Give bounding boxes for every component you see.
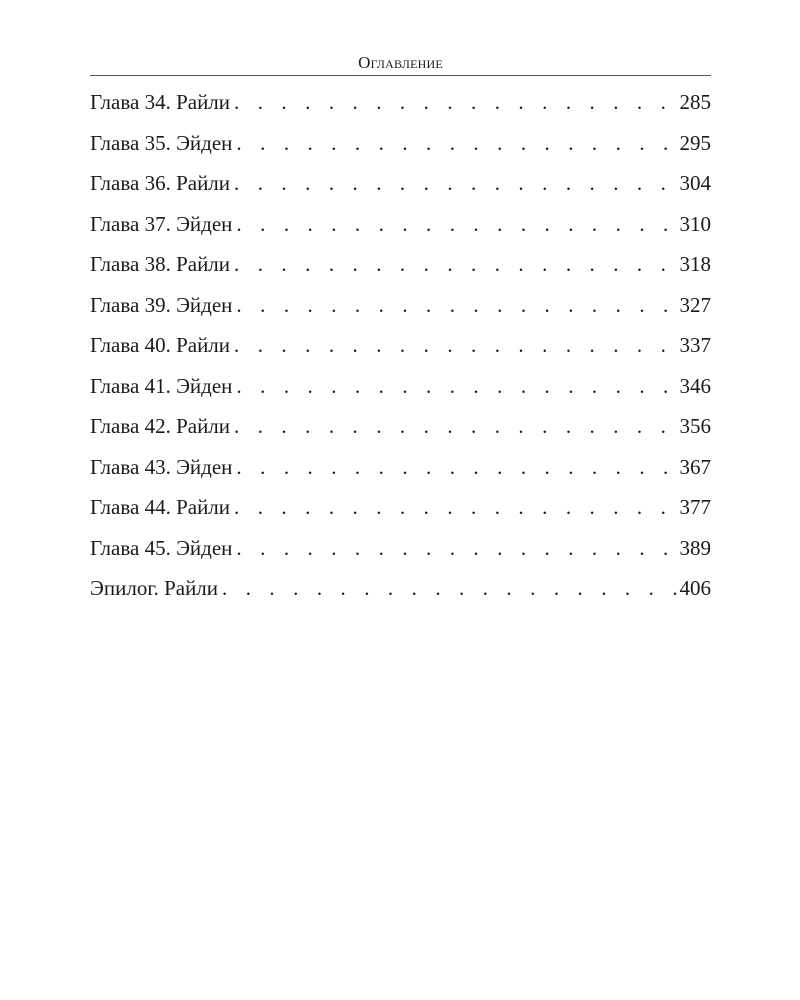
- toc-page-number: 310: [679, 211, 711, 236]
- toc-entry-title: Глава 39. Эйден: [90, 292, 233, 317]
- toc-entry: [90, 168, 711, 209]
- dot-leader: [236, 371, 677, 401]
- toc-page-number: 327: [679, 292, 711, 317]
- toc-entry: [90, 411, 711, 452]
- toc-entry-title: Глава 35. Эйден: [90, 130, 233, 155]
- running-head: Оглавление: [358, 53, 443, 72]
- toc-page-number: 337: [679, 333, 711, 357]
- toc-page-number: 356: [679, 414, 711, 438]
- toc-entry-title: Глава 45. Эйден: [90, 535, 233, 560]
- toc-entry-title: Глава 41. Эйден: [90, 373, 233, 398]
- toc-entry: [90, 290, 711, 331]
- toc-page-number: 389: [679, 535, 711, 560]
- toc-page-number: 346: [679, 373, 711, 398]
- toc-entry-title: Глава 38. Райли: [90, 252, 231, 276]
- toc-entry-title: Глава 42. Райли: [90, 414, 231, 438]
- toc-entry-title: Глава 36. Райли: [90, 171, 231, 195]
- dot-leader: [234, 330, 677, 360]
- toc-entry-title: Эпилог. Райли: [90, 576, 219, 600]
- toc-entry: [90, 330, 711, 371]
- toc-page-number: 318: [679, 252, 711, 276]
- toc-entry: [90, 533, 711, 574]
- header-rule: [90, 75, 711, 76]
- toc-entry: [90, 371, 711, 412]
- toc-entry-title: Глава 43. Эйден: [90, 454, 233, 479]
- toc-entry: [90, 87, 711, 128]
- toc-entry: [90, 249, 711, 290]
- toc-entry-title: Глава 37. Эйден: [90, 211, 233, 236]
- dot-leader: [236, 290, 677, 320]
- toc-page-number: 295: [679, 130, 711, 155]
- toc-entry: [90, 492, 711, 533]
- toc-entry: [90, 573, 711, 614]
- book-page: [90, 0, 711, 1000]
- toc-entry: [90, 452, 711, 493]
- dot-leader: [236, 209, 677, 239]
- toc-page-number: 377: [679, 495, 711, 519]
- toc-page-number: 406: [679, 576, 711, 600]
- dot-leader: [234, 249, 677, 279]
- dot-leader: [234, 411, 677, 441]
- dot-leader: [234, 492, 677, 522]
- dot-leader: [234, 87, 677, 117]
- toc-entry: [90, 209, 711, 250]
- toc-entry-title: Глава 34. Райли: [90, 90, 231, 114]
- dot-leader: [236, 128, 677, 158]
- toc-page-number: 285: [679, 90, 711, 114]
- table-of-contents: [90, 87, 711, 614]
- toc-page-number: 367: [679, 454, 711, 479]
- toc-entry-title: Глава 44. Райли: [90, 495, 231, 519]
- dot-leader: [222, 573, 677, 603]
- toc-entry-title: Глава 40. Райли: [90, 333, 231, 357]
- toc-entry: [90, 128, 711, 169]
- dot-leader: [236, 452, 677, 482]
- toc-page-number: 304: [679, 171, 711, 195]
- dot-leader: [234, 168, 677, 198]
- dot-leader: [236, 533, 677, 563]
